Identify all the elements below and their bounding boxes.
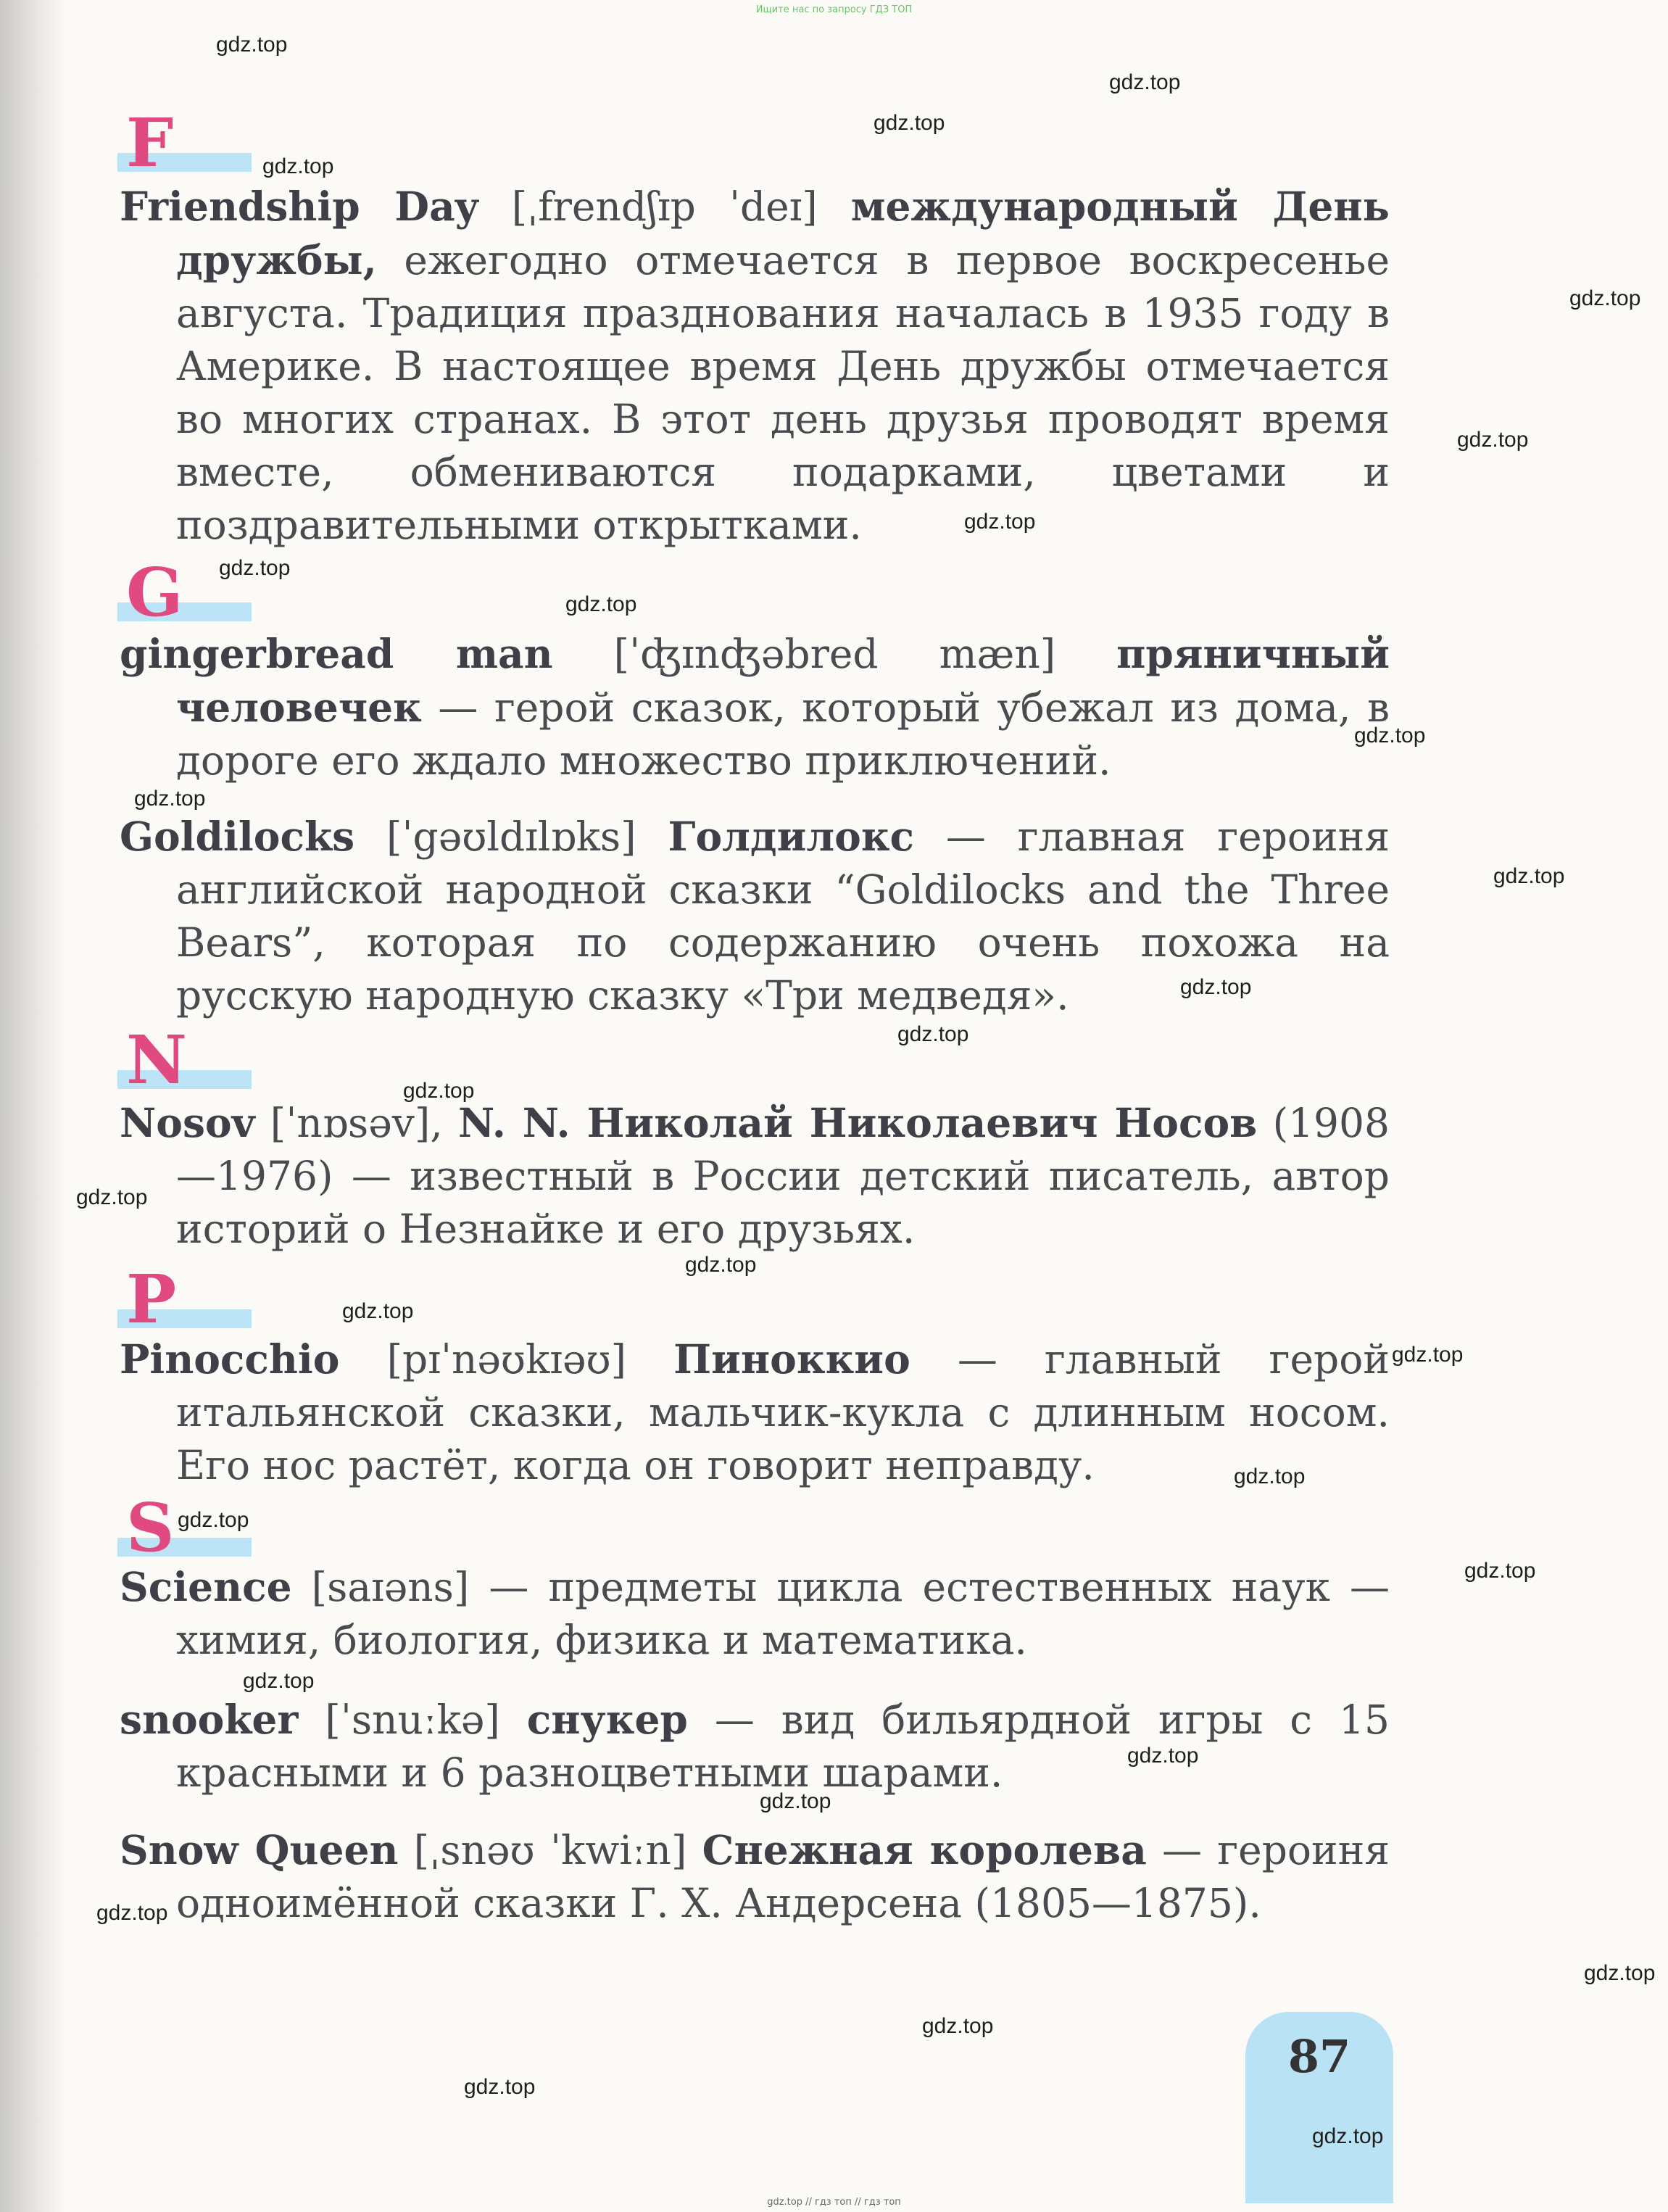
- watermark: gdz.top: [897, 1022, 969, 1046]
- watermark: gdz.top: [1457, 428, 1529, 452]
- letter: S: [126, 1488, 175, 1567]
- watermark: gdz.top: [134, 787, 206, 811]
- book-spine-shadow: [0, 0, 65, 2212]
- entry-term: Pinocchio: [120, 1335, 340, 1383]
- entry-gingerbread-man: [120, 627, 1390, 787]
- entry-text: — героиня одноимённой сказки Г. Х. Андерсена (1805—1875).: [176, 1827, 1390, 1926]
- watermark: gdz.top: [219, 556, 291, 580]
- entry-translation: международный День дружбы,: [176, 183, 1390, 283]
- letter: F: [126, 104, 174, 182]
- watermark: gdz.top: [1464, 1559, 1536, 1583]
- entry-pronunciation: [ˈnɒsəv],: [270, 1100, 443, 1146]
- entry-friendship-day: [120, 180, 1390, 552]
- entry-term: gingerbread man: [120, 630, 553, 677]
- watermark: gdz.top: [964, 510, 1036, 534]
- bottom-banner: gdz.top // гдз топ // гдз топ: [767, 2197, 901, 2208]
- entry-term: Science: [120, 1563, 292, 1610]
- entry-term: Friendship Day: [120, 183, 478, 230]
- entry-pronunciation: [ˈsnuːkə]: [325, 1697, 500, 1743]
- entry-translation: Снежная королева: [702, 1826, 1147, 1873]
- watermark: gdz.top: [216, 33, 288, 57]
- page-number-tab: [1245, 2012, 1393, 2203]
- watermark: gdz.top: [1354, 724, 1426, 747]
- watermark: gdz.top: [96, 1901, 168, 1925]
- entry-pronunciation: [ˌfrendʃɪp ˈdeɪ]: [511, 183, 818, 230]
- entry-text: — предметы цикла естественных наук — химия, биология, физика и математика.: [176, 1564, 1390, 1663]
- watermark: gdz.top: [1584, 1961, 1656, 1985]
- entry-text: — главная героиня английской народной сказки “Goldilocks and the Three Bears”, которая по содержанию очень похожа на русскую народную сказку «Три медведя».: [176, 813, 1390, 1019]
- entry-pronunciation: [saɪəns]: [311, 1564, 470, 1610]
- watermark: gdz.top: [874, 111, 945, 135]
- watermark: gdz.top: [1234, 1465, 1306, 1488]
- watermark: gdz.top: [464, 2075, 536, 2099]
- entry-nosov: [120, 1096, 1390, 1256]
- watermark: gdz.top: [76, 1185, 148, 1209]
- watermark: gdz.top: [1569, 286, 1641, 310]
- entry-snow-queen: [120, 1823, 1390, 1930]
- entry-translation: Пиноккио: [673, 1335, 910, 1383]
- watermark: gdz.top: [342, 1299, 414, 1323]
- entry-text: — вид бильярдной игры с 15 красными и 6 разноцветными шарами.: [176, 1697, 1390, 1796]
- entry-pronunciation: [ˌsnəʊ ˈkwiːn]: [413, 1827, 687, 1873]
- watermark: gdz.top: [262, 154, 334, 178]
- entry-text: — главный герой итальянской сказки, мальчик-кукла с длинным носом. Его нос растёт, когда он говорит неправду.: [176, 1336, 1390, 1488]
- entry-pronunciation: [pɪˈnəʊkɪəʊ]: [386, 1336, 627, 1383]
- watermark: gdz.top: [178, 1508, 249, 1532]
- watermark: gdz.top: [1180, 975, 1252, 999]
- entry-text: ежегодно отмечается в первое воскресенье августа. Традиция празднования началась в 1935 году в Америке. В настоящее время День дружбы отмечается во многих странах. В этот день друзья проводят время вместе, обмениваются подарками, цветами и поздравительными открытками.: [176, 237, 1390, 548]
- page-number: 87: [1287, 2030, 1351, 2083]
- watermark: gdz.top: [403, 1079, 475, 1103]
- entry-translation: Голдилокс: [668, 813, 915, 860]
- entry-term: snooker: [120, 1696, 299, 1743]
- entry-term: Goldilocks: [120, 813, 355, 860]
- entry-science: [120, 1560, 1390, 1667]
- watermark: gdz.top: [1312, 2124, 1384, 2148]
- watermark: gdz.top: [1109, 70, 1181, 94]
- watermark: gdz.top: [760, 1789, 831, 1813]
- entry-pronunciation: [ˈʤɪnʤəbred mæn]: [613, 631, 1056, 677]
- watermark: gdz.top: [1493, 864, 1565, 888]
- entry-term: Snow Queen: [120, 1826, 399, 1873]
- entry-snooker: [120, 1693, 1390, 1799]
- watermark: gdz.top: [922, 2014, 994, 2038]
- watermark: gdz.top: [243, 1669, 315, 1693]
- watermark: gdz.top: [685, 1253, 757, 1277]
- entry-translation: N. N. Николай Николаевич Носов: [457, 1099, 1258, 1146]
- letter: P: [126, 1260, 177, 1338]
- letter: G: [126, 553, 183, 631]
- top-banner: Ищите нас по запросу ГДЗ ТОП: [755, 4, 913, 15]
- entry-term: Nosov: [120, 1099, 255, 1146]
- entry-text: — герой сказок, который убежал из дома, в дороге его ждало множество приключений.: [176, 684, 1390, 784]
- watermark: gdz.top: [1392, 1343, 1464, 1367]
- entry-translation: пряничный человечек: [176, 630, 1390, 731]
- entry-pronunciation: [ˈgəʊldɪlɒks]: [386, 813, 636, 860]
- letter: N: [126, 1021, 188, 1099]
- watermark: gdz.top: [1127, 1744, 1199, 1768]
- entry-translation: снукер: [526, 1696, 688, 1743]
- entry-pinocchio: [120, 1333, 1390, 1492]
- entry-text: (1908—1976) — известный в России детский писатель, автор историй о Незнайке и его друзьях.: [176, 1100, 1390, 1252]
- watermark: gdz.top: [565, 592, 637, 616]
